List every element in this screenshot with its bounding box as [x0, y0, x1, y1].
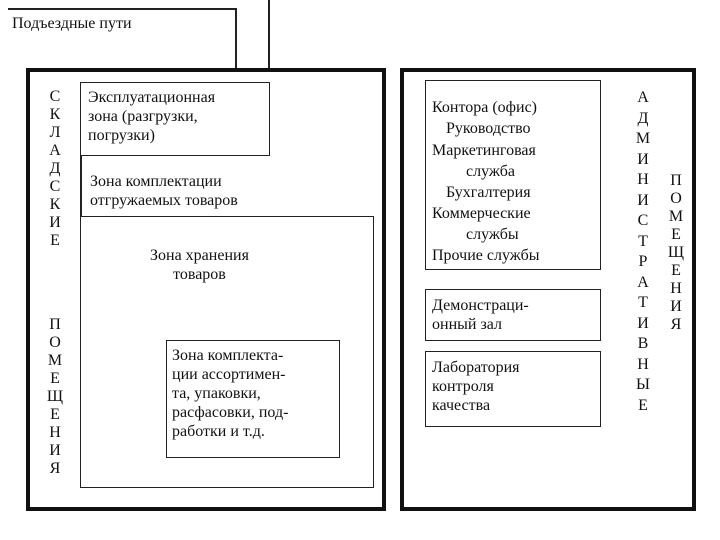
operation-zone-label: Эксплуатационная зона (разгрузки, погрузки) [88, 89, 216, 144]
access-roads-top-line [8, 8, 236, 10]
office-management: Руководство [446, 120, 531, 137]
access-roads-right-line [268, 0, 270, 70]
access-roads-label: Подъездные пути [12, 15, 132, 32]
office-accounting: Бухгалтерия [446, 184, 531, 201]
admin-vertical-label-left: А Д М И Н И С Т Р А Т И В Н Ы Е [635, 89, 651, 414]
office-marketing-service: служба [466, 163, 515, 180]
access-roads-left-line [235, 8, 237, 70]
office-marketing: Маркетинговая [432, 142, 536, 159]
assortment-zone-label: Зона комплекта- ции ассортимен- та, упаковки, расфасовки, под- работки и т.д. [172, 347, 289, 440]
warehouse-vertical-label-top: С К Л А Д С К И Е [49, 88, 61, 249]
warehouse-vertical-label-bottom: П О М Е Щ Е Н И Я [46, 316, 64, 477]
storage-zone-label: Зона хранения товаров [150, 247, 249, 283]
office-commercial-services: службы [466, 226, 519, 243]
admin-vertical-label-right: П О М Е Щ Е Н И Я [667, 172, 685, 333]
office-other: Прочие службы [432, 247, 540, 264]
picking-zone-left-line [80, 156, 82, 216]
picking-zone-label: Зона комплектации отгружаемых товаров [90, 173, 238, 209]
demo-hall-label: Демонстраци- онный зал [432, 297, 529, 333]
office-commercial: Коммерческие [432, 205, 531, 222]
lab-label: Лаборатория контроля качества [432, 359, 520, 414]
office-title: Контора (офис) [432, 99, 538, 116]
